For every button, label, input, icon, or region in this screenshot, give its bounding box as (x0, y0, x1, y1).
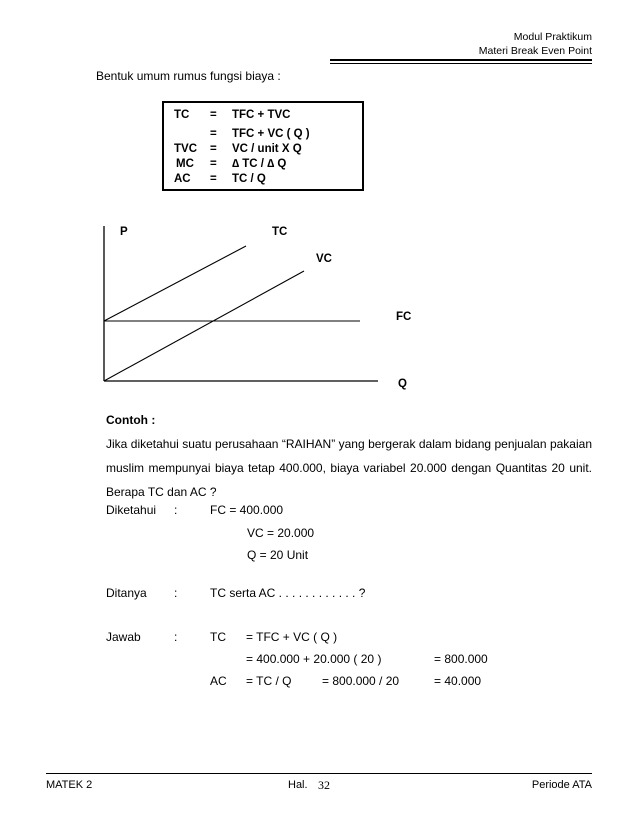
example-paragraph-line: muslim mempunyai biaya tetap 400.000, biaya variabel 20.000 dengan Quantitas 20 unit. (106, 461, 592, 475)
tc-label: TC (272, 226, 288, 238)
formula-eq: = (210, 128, 217, 140)
colon: : (174, 503, 178, 517)
header-subtitle: Materi Break Even Point (478, 45, 592, 57)
formula-lhs: AC (174, 173, 191, 185)
given-vc: VC = 20.000 (247, 526, 315, 540)
intro-text: Bentuk umum rumus fungsi biaya : (96, 69, 281, 83)
example-paragraph-line: Jika diketahui suatu perusahaan “RAIHAN” yang bergerak dalam bidang penjualan pakaian (106, 437, 592, 451)
vc-line (104, 271, 304, 381)
ditanya-value: TC serta AC . . . . . . . . . . . . ? (210, 586, 366, 600)
given-q: Q = 20 Unit (247, 548, 309, 562)
given-fc: FC = 400.000 (210, 503, 284, 517)
header-title: Modul Praktikum (513, 31, 592, 43)
formula-rhs: TFC + TVC (232, 109, 291, 121)
answer-ac-formula: = TC / Q (246, 674, 292, 688)
ditanya-label: Ditanya (106, 586, 147, 600)
q-axis-label: Q (398, 378, 407, 390)
example-paragraph-line: Berapa TC dan AC ? (106, 485, 217, 499)
diketahui-label: Diketahui (106, 503, 157, 517)
formula-lhs: TVC (174, 143, 197, 155)
colon: : (174, 586, 178, 600)
answer-ac-calc: = 800.000 / 20 (322, 674, 400, 688)
formula-rhs: ∆ TC / ∆ Q (232, 158, 287, 170)
answer-tc-label: TC (210, 630, 226, 644)
formula-eq: = (210, 109, 217, 121)
vc-label: VC (316, 253, 332, 265)
tc-line (104, 246, 246, 321)
footer-hal-label: Hal. (288, 779, 308, 791)
formula-rhs: TFC + VC ( Q ) (232, 128, 310, 140)
answer-tc-formula: = TFC + VC ( Q ) (246, 630, 338, 644)
formula-eq: = (210, 173, 217, 185)
page-number: 32 (318, 778, 330, 792)
formula-rhs: VC / unit X Q (232, 143, 302, 155)
colon: : (174, 630, 178, 644)
jawab-label: Jawab (106, 630, 141, 644)
example-title: Contoh : (106, 413, 156, 427)
formula-eq: = (210, 143, 217, 155)
answer-tc-calc: = 400.000 + 20.000 ( 20 ) (246, 652, 382, 666)
answer-ac-result: = 40.000 (434, 674, 482, 688)
answer-tc-result: = 800.000 (434, 652, 488, 666)
formula-lhs: MC (176, 158, 194, 170)
formula-rhs: TC / Q (232, 173, 266, 185)
answer-ac-label: AC (210, 674, 227, 688)
fc-label: FC (396, 311, 412, 323)
footer-right: Periode ATA (531, 779, 592, 791)
footer-left: MATEK 2 (46, 779, 93, 791)
formula-eq: = (210, 158, 217, 170)
p-axis-label: P (120, 226, 128, 238)
footer-rule (46, 773, 592, 774)
formula-lhs: TC (174, 109, 190, 121)
